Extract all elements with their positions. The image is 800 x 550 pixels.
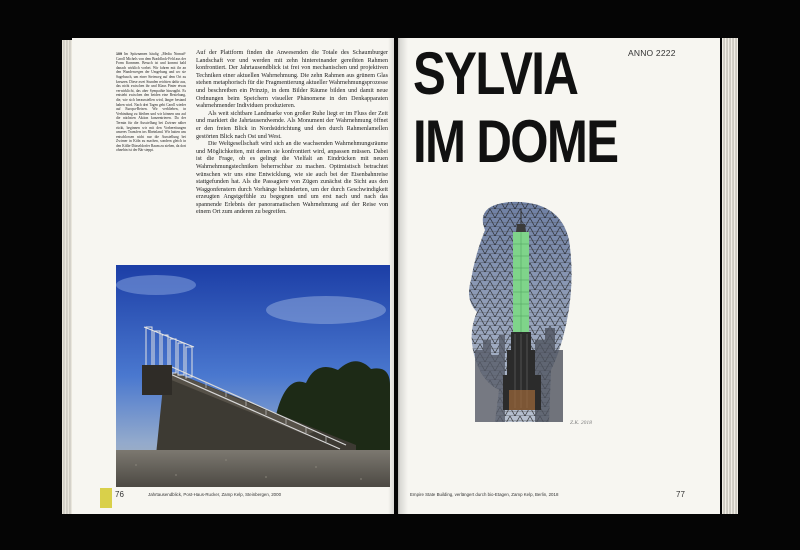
running-head: ANNO 2222 — [628, 48, 676, 58]
right-page-number: 77 — [676, 490, 685, 499]
sidebar-number: 109 — [116, 52, 122, 56]
main-text-column — [196, 50, 388, 217]
jahrtausendblick-illustration — [116, 265, 390, 487]
jahrtausendblick-photo — [116, 265, 390, 487]
right-page-edges — [722, 38, 738, 514]
left-page-edges — [62, 40, 72, 514]
yellow-bookmark-edge — [100, 488, 112, 508]
artist-signature: Z.K. 2018 — [570, 420, 592, 426]
paragraph-3: Die Weltgesellschaft wird sich an die wachsenden Wahrnehmungsräume und Möglichkeiten, mit denen sie konfrontiert wird, anpassen müssen. Dabei ist die Frage, ob es gelingt die Vielfalt an Eindrücken mit neuen Wahrnehmungstechniken beherrschbar zu machen. Optimistisch betrachtet wünschen wir uns eine Entwicklung, wie sie auch bei der Eisenbahnreise stattgefunden hat. Als die Passagiere von Zügen zunächst die Sicht aus den Waggonfenstern durch Vorhänge behinderten, um der durch Geschwindigkeit erzeugten Angstgefühle zu begegnen und um erst nach und nach das spannende Erlebnis der panoramatischen Wahrnehmung auf der Reise von einem Ort zum anderen zu begreifen. — [196, 141, 388, 216]
empire-state-collage — [465, 200, 575, 422]
headline-line-2: IM DOME — [413, 108, 618, 175]
sidebar-text: Im Spitznamen häufig „Media Nomad“ Caroll Michels von dem Braddlock-Feld aus der Form Kommen. Besuch ist und kommt bald danach wirklich vorbei. Wir fahren mit ihr an den Wanderwegen der Umgebung und wo sie Sagebusch, um einer Steinweg auf dem Ort zu kreuzen. Diese zwei Stunden reichten dafür aus, das nicht zwischen ihr und Klaus Pinter etwas verwirklicht, das aber Sympathie hinzugibt. Es entsteht zwischen den beiden eine Beziehung, die, wie sich herausstellen wird, länger bestand haben wird. Nach drei Tagen geht Caroll wieder auf Europa-Reisen. Wir verblieben, in Verbindung zu bleiben und wir können uns auf die nächsten Aktion konzentrieren. Da der Termin für die Ausstellung bei Zwirner näher rückt, beginnen wir mit den Vorbereitungen unseres Transfers ins Rheinland. Wir hatten uns entschlossen nicht nur die Ausstellung bei Zwirner in Köln zu machen, sondern gleich in den Kölln-Düsseldorfer Raum zu ziehen, da dort ohnehin ist der Bär steppt. — [116, 52, 186, 153]
collage-illustration — [465, 200, 575, 422]
sidebar-column — [116, 52, 186, 153]
paragraph-1: Auf der Plattform finden die Anwesenden die Totale des Schaumburger Landschaft vor und werden mit zehn hintereinander gereihten Rahmen konfrontiert. Der Jahrtausendblick ist frei von mechanischen und projektiven Techniken einer aktuellen Wahrnehmung. Die zehn Rahmen aus grünem Glas stehen metaphorisch für die Fragmentierung aktueller Wahrnehmungsprozesse und beschreiben ein Prinzip, in dem Bilder Räume bilden und damit neue Ordnungen beim Speichern visueller Phänomene in den Denkapparaten wahrnehmender Individuen produzieren. — [196, 50, 388, 110]
book-gutter — [388, 38, 408, 514]
paragraph-2: Als weit sichtbare Landmarke von großer Ruhe liegt er im Fluss der Zeit und markiert die Jahrtausendwende. Als Monument der Wahrnehmung öffnet er den freien Blick in Nordsüdrichtung und den durch Rahmenlamellen gestörten Blick nach Ost und West. — [196, 110, 388, 140]
headline — [413, 40, 617, 176]
right-image-caption: Empire State Building, verlängert durch bio-Etagen, Zamp Kelp, Berlin, 2018 — [410, 492, 559, 497]
headline-line-1: SYLVIA — [413, 40, 578, 107]
left-page-number: 76 — [115, 490, 124, 499]
left-photo-caption: Jahrtausendblick, Post-Haus-Rucker, Zamp Kelp, Steinbergen, 2000 — [148, 492, 282, 497]
